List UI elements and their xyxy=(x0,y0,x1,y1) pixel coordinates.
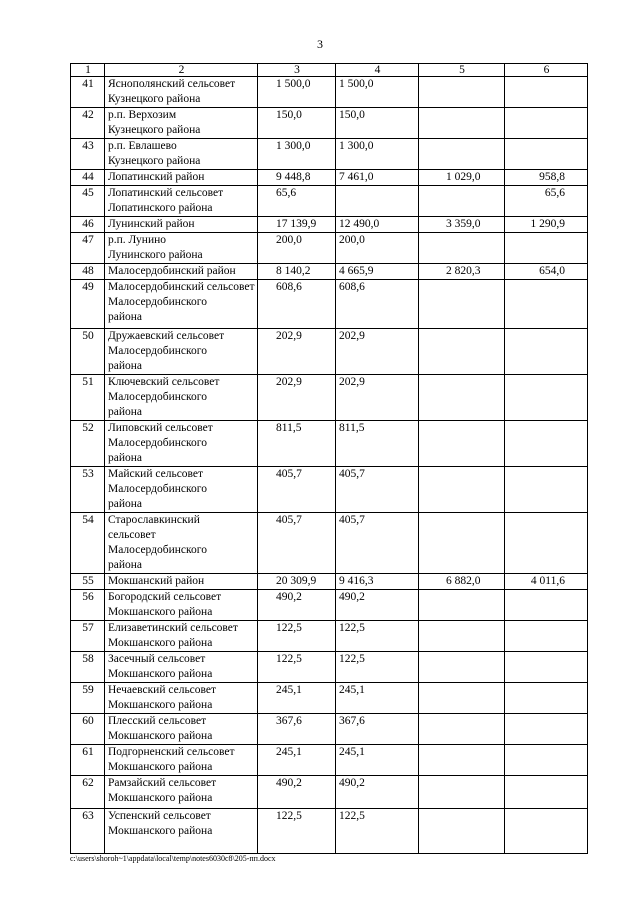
header-cell: 1 xyxy=(71,64,105,77)
row-number-cell: 53 xyxy=(71,467,105,513)
column-5-value-cell: 1 029,0 xyxy=(419,170,505,186)
table-body xyxy=(71,77,588,854)
row-number-cell: 59 xyxy=(71,683,105,714)
column-6-value-cell xyxy=(505,621,588,652)
header-cell: 5 xyxy=(419,64,505,77)
header-cell: 3 xyxy=(258,64,336,77)
row-number-cell: 62 xyxy=(71,776,105,809)
column-6-value-cell xyxy=(505,714,588,745)
row-number-cell: 41 xyxy=(71,77,105,108)
row-number-cell: 47 xyxy=(71,233,105,264)
column-3-value-cell: 490,2 xyxy=(258,776,336,809)
table-row xyxy=(71,745,588,776)
row-name-cell: Засечный сельсовет Мокшанского района xyxy=(105,652,258,683)
column-6-value-cell xyxy=(505,375,588,421)
column-5-value-cell xyxy=(419,513,505,574)
table-row xyxy=(71,375,588,421)
column-4-value-cell: 150,0 xyxy=(336,108,419,139)
row-number-cell: 49 xyxy=(71,280,105,329)
table-row xyxy=(71,108,588,139)
column-4-value-cell: 1 300,0 xyxy=(336,139,419,170)
row-name-cell: Богородский сельсовет Мокшанского района xyxy=(105,590,258,621)
column-4-value-cell: 367,6 xyxy=(336,714,419,745)
column-5-value-cell xyxy=(419,108,505,139)
row-name-cell: Дружаевский сельсовет Малосердобинского района xyxy=(105,329,258,375)
row-name-cell: р.п. Евлашево Кузнецкого района xyxy=(105,139,258,170)
column-6-value-cell xyxy=(505,513,588,574)
column-3-value-cell: 65,6 xyxy=(258,186,336,217)
row-number-cell: 42 xyxy=(71,108,105,139)
column-5-value-cell xyxy=(419,186,505,217)
row-name-cell: Майский сельсовет Малосердобинского района xyxy=(105,467,258,513)
row-name-cell: Нечаевский сельсовет Мокшанского района xyxy=(105,683,258,714)
column-5-value-cell: 3 359,0 xyxy=(419,217,505,233)
row-name-cell: Плесский сельсовет Мокшанского района xyxy=(105,714,258,745)
table-row xyxy=(71,683,588,714)
row-number-cell: 52 xyxy=(71,421,105,467)
column-6-value-cell xyxy=(505,652,588,683)
table-row xyxy=(71,714,588,745)
header-cell: 6 xyxy=(505,64,588,77)
column-6-value-cell xyxy=(505,809,588,854)
column-5-value-cell xyxy=(419,233,505,264)
row-name-cell: Липовский сельсовет Малосердобинского района xyxy=(105,421,258,467)
column-3-value-cell: 202,9 xyxy=(258,329,336,375)
column-6-value-cell xyxy=(505,329,588,375)
column-6-value-cell xyxy=(505,139,588,170)
column-5-value-cell xyxy=(419,745,505,776)
column-5-value-cell xyxy=(419,421,505,467)
column-5-value-cell xyxy=(419,375,505,421)
column-5-value-cell xyxy=(419,280,505,329)
table-row xyxy=(71,421,588,467)
row-name-cell: р.п. Верхозим Кузнецкого района xyxy=(105,108,258,139)
column-6-value-cell xyxy=(505,77,588,108)
column-6-value-cell: 654,0 xyxy=(505,264,588,280)
table-row xyxy=(71,574,588,590)
column-6-value-cell xyxy=(505,683,588,714)
column-5-value-cell xyxy=(419,77,505,108)
column-3-value-cell: 122,5 xyxy=(258,809,336,854)
row-name-cell: Яснополянский сельсовет Кузнецкого района xyxy=(105,77,258,108)
header-cell: 4 xyxy=(336,64,419,77)
column-4-value-cell: 12 490,0 xyxy=(336,217,419,233)
column-6-value-cell xyxy=(505,233,588,264)
row-name-cell: Елизаветинский сельсовет Мокшанского района xyxy=(105,621,258,652)
column-3-value-cell: 17 139,9 xyxy=(258,217,336,233)
table-row xyxy=(71,513,588,574)
page-number: 3 xyxy=(317,37,323,51)
row-name-cell: Малосердобинский сельсовет Малосердобинского района xyxy=(105,280,258,329)
table-row xyxy=(71,621,588,652)
row-number-cell: 44 xyxy=(71,170,105,186)
column-6-value-cell xyxy=(505,280,588,329)
column-3-value-cell: 405,7 xyxy=(258,467,336,513)
column-3-value-cell: 608,6 xyxy=(258,280,336,329)
column-4-value-cell: 7 461,0 xyxy=(336,170,419,186)
column-6-value-cell: 1 290,9 xyxy=(505,217,588,233)
column-4-value-cell: 122,5 xyxy=(336,652,419,683)
table-row xyxy=(71,467,588,513)
column-3-value-cell: 1 300,0 xyxy=(258,139,336,170)
row-name-cell: Лунинский район xyxy=(105,217,258,233)
column-3-value-cell: 202,9 xyxy=(258,375,336,421)
row-name-cell: Старославкинский сельсовет Малосердобинского района xyxy=(105,513,258,574)
column-6-value-cell xyxy=(505,745,588,776)
table-row xyxy=(71,264,588,280)
column-3-value-cell: 9 448,8 xyxy=(258,170,336,186)
footer-file-path: c:\users\shoroh~1\appdata\local\temp\notes6030c8\205-пп.docx xyxy=(70,854,276,863)
column-4-value-cell: 405,7 xyxy=(336,513,419,574)
row-number-cell: 48 xyxy=(71,264,105,280)
column-5-value-cell xyxy=(419,776,505,809)
row-number-cell: 61 xyxy=(71,745,105,776)
column-5-value-cell xyxy=(419,139,505,170)
column-4-value-cell: 245,1 xyxy=(336,745,419,776)
column-3-value-cell: 8 140,2 xyxy=(258,264,336,280)
column-4-value-cell: 122,5 xyxy=(336,809,419,854)
column-4-value-cell: 245,1 xyxy=(336,683,419,714)
table-row xyxy=(71,217,588,233)
column-5-value-cell xyxy=(419,590,505,621)
row-number-cell: 57 xyxy=(71,621,105,652)
column-6-value-cell xyxy=(505,467,588,513)
header-cell: 2 xyxy=(105,64,258,77)
column-6-value-cell xyxy=(505,776,588,809)
row-number-cell: 54 xyxy=(71,513,105,574)
column-4-value-cell: 490,2 xyxy=(336,776,419,809)
table-row xyxy=(71,233,588,264)
row-name-cell: р.п. Лунино Лунинского района xyxy=(105,233,258,264)
column-3-value-cell: 490,2 xyxy=(258,590,336,621)
row-number-cell: 63 xyxy=(71,809,105,854)
header-row xyxy=(71,64,588,77)
table-row xyxy=(71,776,588,809)
row-name-cell: Рамзайский сельсовет Мокшанского района xyxy=(105,776,258,809)
column-4-value-cell: 122,5 xyxy=(336,621,419,652)
column-4-value-cell: 4 665,9 xyxy=(336,264,419,280)
column-6-value-cell xyxy=(505,421,588,467)
column-4-value-cell: 202,9 xyxy=(336,375,419,421)
row-name-cell: Успенский сельсовет Мокшанского района xyxy=(105,809,258,854)
column-5-value-cell: 2 820,3 xyxy=(419,264,505,280)
column-3-value-cell: 20 309,9 xyxy=(258,574,336,590)
column-4-value-cell: 811,5 xyxy=(336,421,419,467)
row-name-cell: Малосердобинский район xyxy=(105,264,258,280)
column-5-value-cell xyxy=(419,329,505,375)
table-row xyxy=(71,652,588,683)
column-3-value-cell: 200,0 xyxy=(258,233,336,264)
column-4-value-cell: 200,0 xyxy=(336,233,419,264)
table-row xyxy=(71,590,588,621)
row-number-cell: 60 xyxy=(71,714,105,745)
table-row xyxy=(71,77,588,108)
column-3-value-cell: 405,7 xyxy=(258,513,336,574)
data-table xyxy=(70,63,588,854)
table-row xyxy=(71,329,588,375)
row-name-cell: Лопатинский район xyxy=(105,170,258,186)
column-4-value-cell: 490,2 xyxy=(336,590,419,621)
column-3-value-cell: 150,0 xyxy=(258,108,336,139)
column-6-value-cell: 65,6 xyxy=(505,186,588,217)
row-name-cell: Подгорненский сельсовет Мокшанского района xyxy=(105,745,258,776)
row-name-cell: Лопатинский сельсовет Лопатинского района xyxy=(105,186,258,217)
column-6-value-cell: 4 011,6 xyxy=(505,574,588,590)
row-name-cell: Мокшанский район xyxy=(105,574,258,590)
column-5-value-cell xyxy=(419,621,505,652)
column-4-value-cell: 608,6 xyxy=(336,280,419,329)
column-3-value-cell: 367,6 xyxy=(258,714,336,745)
column-3-value-cell: 122,5 xyxy=(258,652,336,683)
column-5-value-cell xyxy=(419,683,505,714)
column-4-value-cell: 9 416,3 xyxy=(336,574,419,590)
column-5-value-cell xyxy=(419,467,505,513)
row-number-cell: 50 xyxy=(71,329,105,375)
table-row xyxy=(71,139,588,170)
column-5-value-cell xyxy=(419,714,505,745)
row-number-cell: 43 xyxy=(71,139,105,170)
column-3-value-cell: 1 500,0 xyxy=(258,77,336,108)
column-4-value-cell: 202,9 xyxy=(336,329,419,375)
table-row xyxy=(71,186,588,217)
column-4-value-cell: 1 500,0 xyxy=(336,77,419,108)
row-number-cell: 58 xyxy=(71,652,105,683)
column-6-value-cell: 958,8 xyxy=(505,170,588,186)
column-4-value-cell: 405,7 xyxy=(336,467,419,513)
row-number-cell: 46 xyxy=(71,217,105,233)
row-name-cell: Ключевский сельсовет Малосердобинского района xyxy=(105,375,258,421)
table-row xyxy=(71,280,588,329)
row-number-cell: 56 xyxy=(71,590,105,621)
column-6-value-cell xyxy=(505,590,588,621)
column-3-value-cell: 245,1 xyxy=(258,745,336,776)
column-5-value-cell xyxy=(419,809,505,854)
row-number-cell: 45 xyxy=(71,186,105,217)
column-4-value-cell xyxy=(336,186,419,217)
row-number-cell: 55 xyxy=(71,574,105,590)
row-number-cell: 51 xyxy=(71,375,105,421)
column-6-value-cell xyxy=(505,108,588,139)
column-3-value-cell: 245,1 xyxy=(258,683,336,714)
table-row xyxy=(71,809,588,854)
column-5-value-cell: 6 882,0 xyxy=(419,574,505,590)
column-3-value-cell: 811,5 xyxy=(258,421,336,467)
column-3-value-cell: 122,5 xyxy=(258,621,336,652)
table-row xyxy=(71,170,588,186)
column-5-value-cell xyxy=(419,652,505,683)
